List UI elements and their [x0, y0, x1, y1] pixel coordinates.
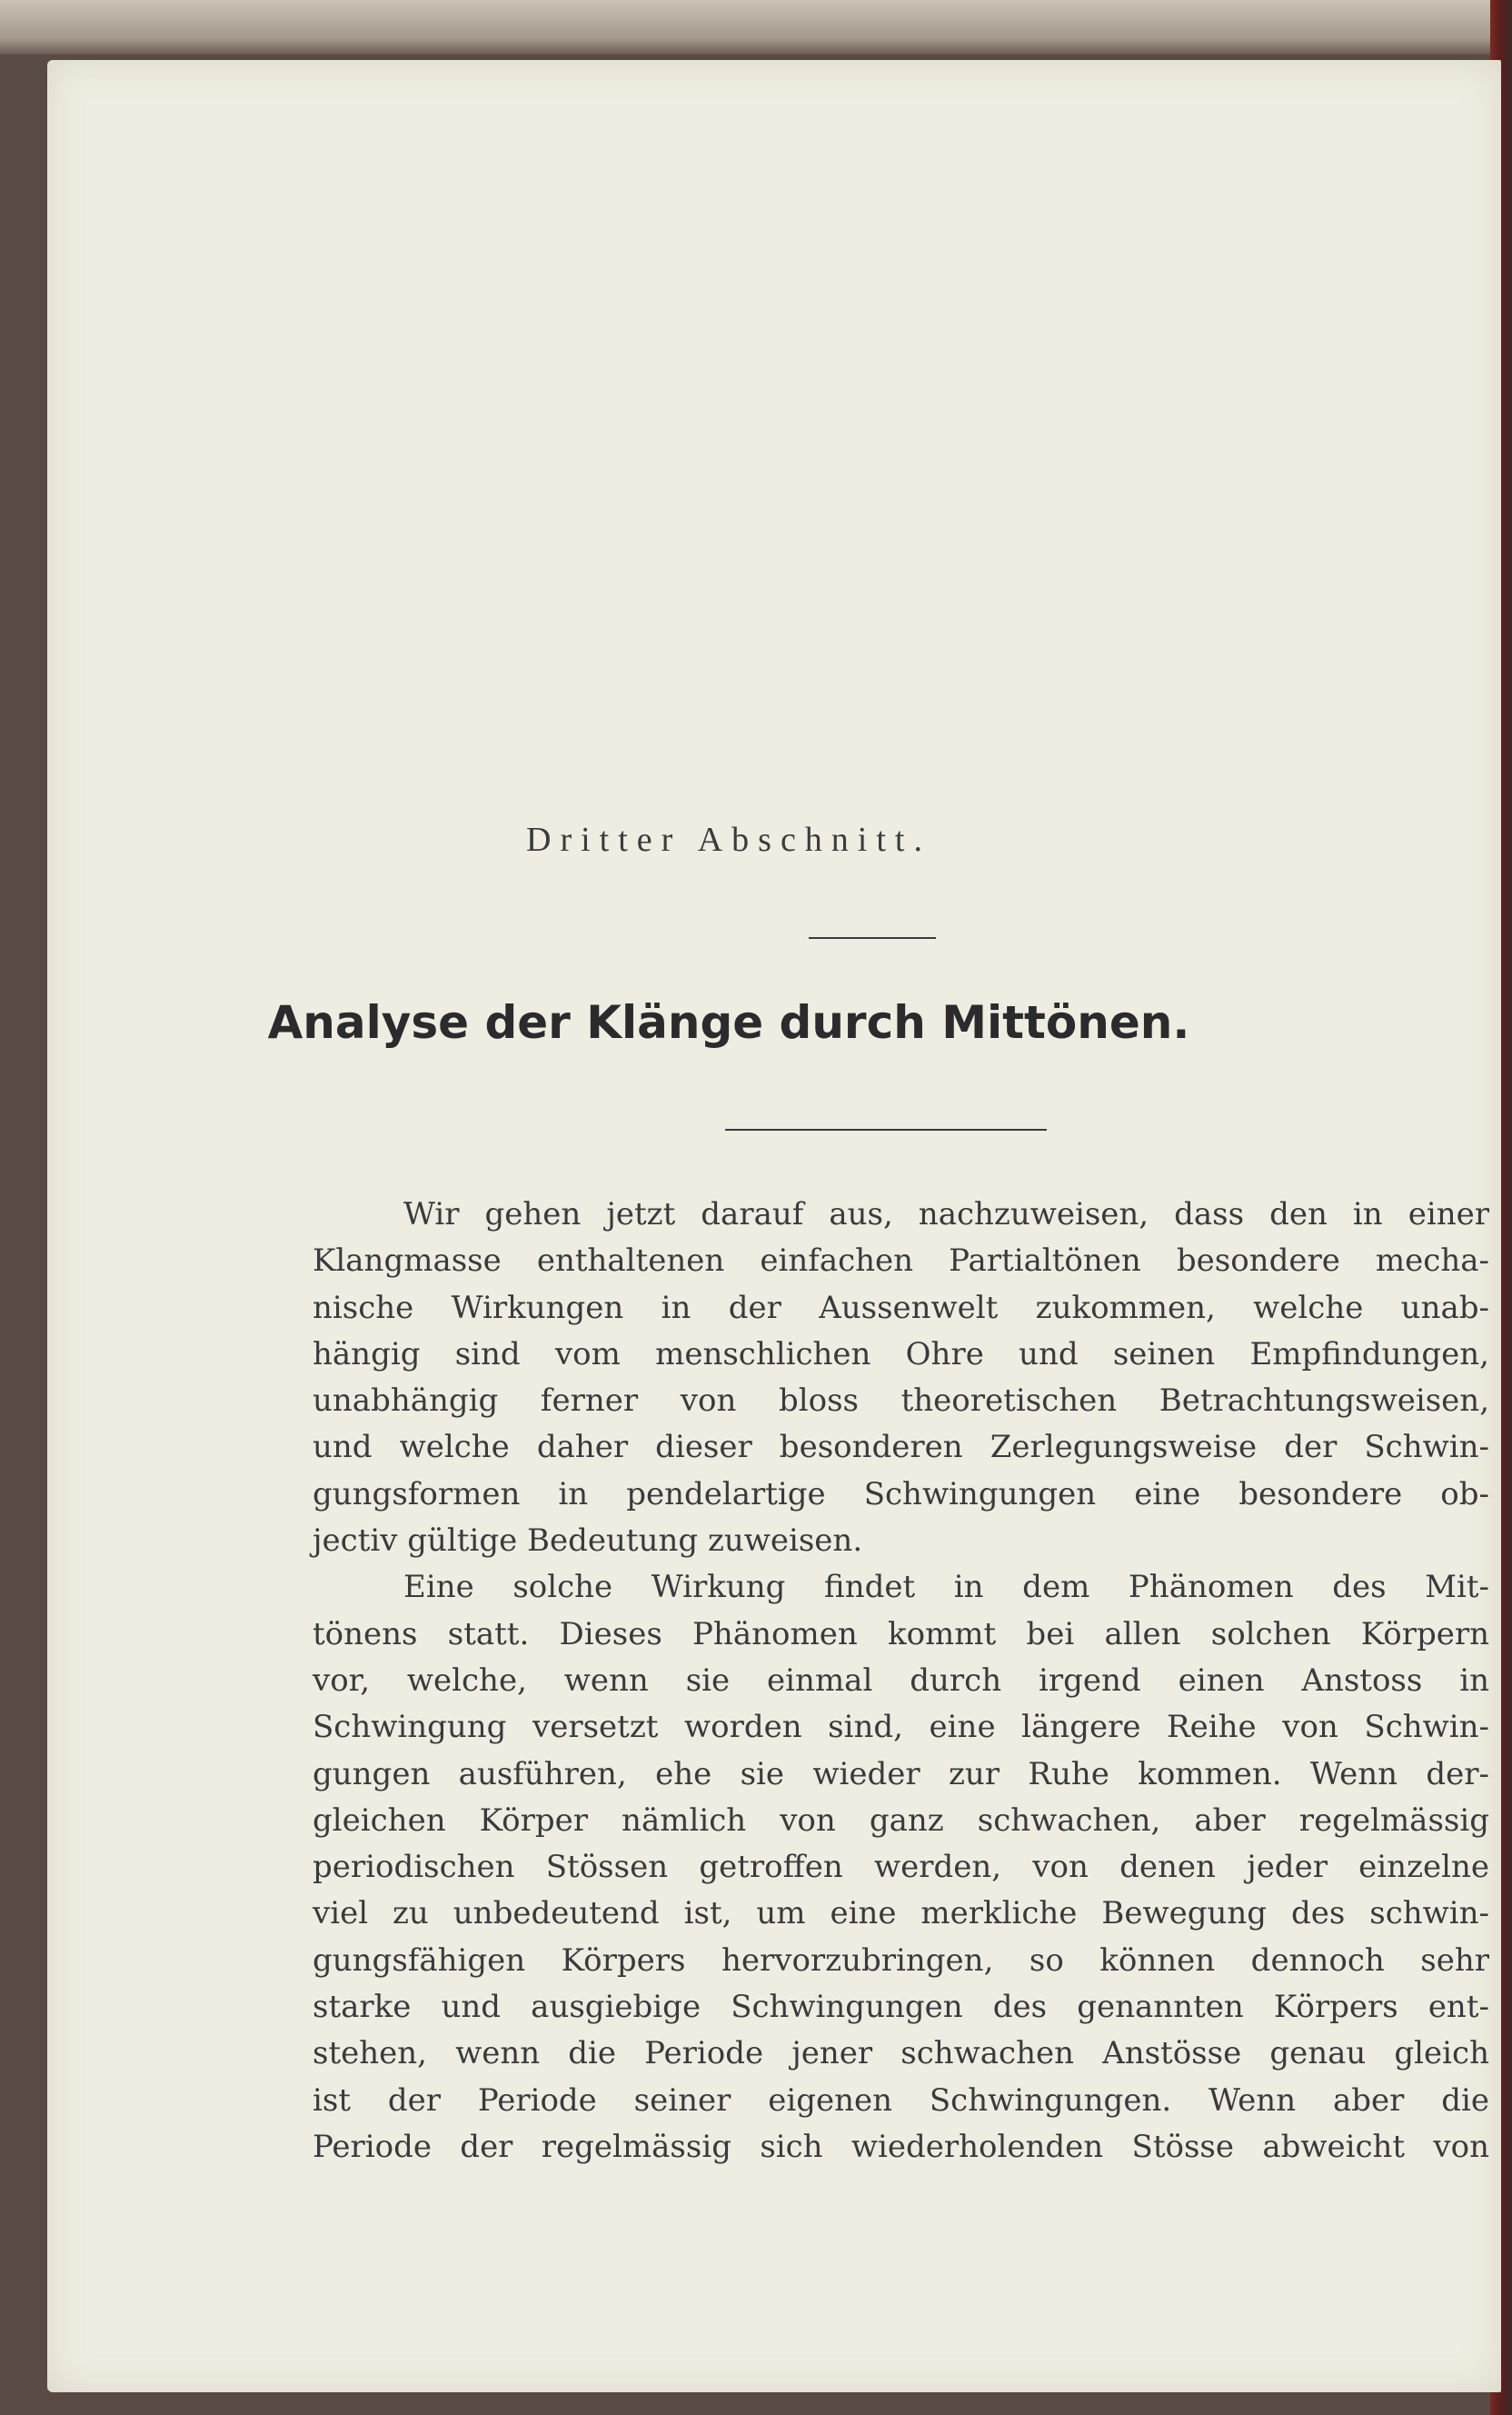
text-line: starke und ausgiebige Schwingungen des genannten Körpers ent-: [313, 1989, 1489, 2026]
text-line: nische Wirkungen in der Aussenwelt zukommen, welche unab-: [313, 1289, 1489, 1326]
text-line: viel zu unbedeutend ist, um eine merkliche Bewegung des schwin-: [313, 1895, 1489, 1932]
text-line: vor, welche, wenn sie einmal durch irgend einen Anstoss in: [313, 1662, 1489, 1699]
text-line: gungsformen in pendelartige Schwingungen eine besondere ob-: [313, 1475, 1489, 1512]
chapter-title: Analyse der Klänge durch Mittönen.: [267, 996, 1190, 1049]
scan-background-top: [0, 0, 1512, 55]
text-line: hängig sind vom menschlichen Ohre und seinen Empfindungen,: [313, 1335, 1489, 1372]
text-line: tönens statt. Dieses Phänomen kommt bei allen solchen Körpern: [313, 1615, 1489, 1652]
text-line: jectiv gültige Bedeutung zuweisen.: [313, 1522, 863, 1560]
text-line: Klangmasse enthaltenen einfachen Partialtönen besondere mecha-: [313, 1242, 1489, 1280]
text-line: stehen, wenn die Periode jener schwachen Anstösse genau gleich: [313, 2035, 1489, 2072]
section-label: Dritter Abschnitt.: [526, 821, 931, 859]
text-line: periodischen Stössen getroffen werden, von denen jeder einzelne: [313, 1849, 1489, 1886]
body-text: [313, 1192, 1489, 2171]
text-line: Wir gehen jetzt darauf aus, nachzuweisen, dass den in einer: [403, 1196, 1489, 1232]
long-divider-rule: [725, 1129, 1047, 1131]
text-line: gleichen Körper nämlich von ganz schwachen, aber regelmässig: [313, 1801, 1489, 1839]
text-line: gungsfähigen Körpers hervorzubringen, so können dennoch sehr: [313, 1941, 1489, 1979]
text-line: ist der Periode seiner eigenen Schwingungen. Wenn aber die: [313, 2081, 1489, 2119]
text-line: Eine solche Wirkung findet in dem Phänomen des Mit-: [403, 1569, 1489, 1606]
text-line: Periode der regelmässig sich wiederholenden Stösse abweicht von: [313, 2128, 1489, 2165]
text-line: und welche daher dieser besonderen Zerlegungsweise der Schwin-: [313, 1429, 1489, 1466]
text-line: unabhängig ferner von bloss theoretischen Betrachtungsweisen,: [313, 1382, 1489, 1420]
text-line: gungen ausführen, ehe sie wieder zur Ruhe kommen. Wenn der-: [313, 1755, 1489, 1792]
short-divider-rule: [809, 937, 936, 939]
text-line: Schwingung versetzt worden sind, eine längere Reihe von Schwin-: [313, 1709, 1489, 1746]
book-page: [47, 60, 1501, 2392]
